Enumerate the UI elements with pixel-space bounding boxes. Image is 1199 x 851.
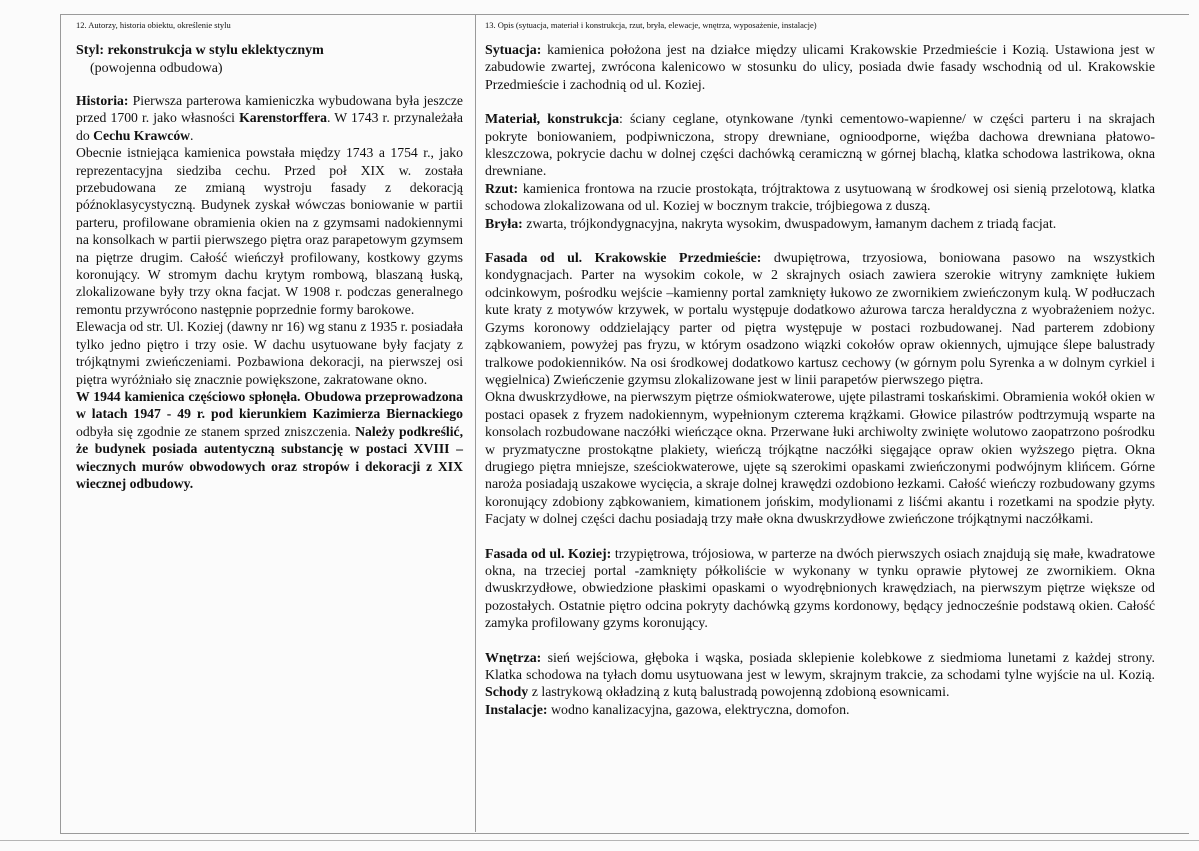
fasada-krakowskie-paragraph-2: Okna dwuskrzydłowe, na pierwszym piętrze ośmiokwaterowe, ujęte pilastrami toskańskimi. Obramienia wokół okien w postaci opasek z fryzem nadokiennym, wypełnionym czterema krążkami. Głowice pilastrów podtrzymują wsparte na konsolach rozbudowane naczółki wieńczące okna. Przerwane łuki archiwolty zwinięte wolutowo zaopatrzono pośrodku w pryzmatyczne prostokątne plakiety, wieńczą trójkątne naczółki sięgające opraw okien wyższego piętra. Okna drugiego piętra mniejsze, sześciokwaterowe, ujęte są szerokimi opaskami zwieńczonymi podwójnym klińcem. Górne naroża posiadają uszakowe wycięcia, a skraje dolnej krawędzi ozdobiono łezkami. Całość wieńczy rozbudowany gzyms koronujący zdobiony ząbkowaniem, kimationem jońskim, modylionami z liśćmi akantu i rozetkami na spodzie płyty. Facjaty w dolnej części dachu posiadają trzy małe okna dwuskrzydłowe zwieńczone trójkątnymi naczółkami. [485, 390, 1155, 528]
history-paragraph-3: Elewacja od str. Ul. Koziej (dawny nr 16) wg stanu z 1935 r. posiadała tylko jedno piętro i trzy osie. W dachu usytuowane były facjaty z trójkątnymi zwieńczeniami. Pozbawiona dekoracji, na pierwszej osi piętra wyróżniało się znacznie powiększone, zakratowane okno. [76, 319, 463, 387]
column-divider [475, 14, 476, 832]
right-column [485, 20, 1155, 719]
rzut-paragraph: Rzut: kamienica frontowa na rzucie prostokąta, trójtraktowa z usytuowaną w środkowej osi sienią przelotową, klatka schodowa zlokalizowana od ul. Koziej w bocznym trakcie, trójbiegowa z duszą. [485, 181, 1155, 215]
bryla-paragraph: Bryła: zwarta, trójkondygnacyjna, nakryta wysokim, dwuspadowym, łamanym dachem z triadą facjat. [485, 216, 1057, 232]
history-label: Historia: [76, 93, 129, 108]
wnetrza-paragraph: Wnętrza: sień wejściowa, głęboka i wąska, posiada sklepienie kolebkowe z siedmioma lunetami z każdej strony. Klatka schodowa na tyłach domu usytuowana jest w lewym, skrajnym trakcie, za schodami tylne wyjście na ul. Kozią. Schody z lastrykową okładziną z kutą balustradą powojenną zdobioną esownicami. [485, 650, 1155, 701]
guild-name: Cechu Krawców [93, 127, 191, 143]
owner-name: Karenstorffera [239, 110, 327, 126]
history-paragraph-4: W 1944 kamienica częściowo spłonęła. Obudowa przeprowadzona w latach 1947 - 49 r. pod kierunkiem Kazimierza Biernackiego odbyła się zgodnie ze stanem sprzed zniszczenia. Należy podkreślić, że budynek posiada autentyczną substancję w postaci XVIII – wiecznych murów obwodowych oraz stropów i dekoracji z XIX wiecznej odbudowy. [76, 388, 463, 491]
section-12-header: 12. Autorzy, historia obiektu, określenie stylu [76, 20, 231, 30]
left-column [76, 20, 463, 492]
style-label: Styl: rekonstrukcja w stylu eklektycznym [76, 43, 324, 58]
section-13-header: 13. Opis (sytuacja, materiał i konstrukcja, rzut, bryła, elewacje, wnętrza, wyposażenie, instalacje) [485, 20, 817, 30]
sytuacja-paragraph: Sytuacja: kamienica położona jest na działce między ulicami Krakowskie Przedmieście i Kozią. Ustawiona jest w zabudowie zwartej, zwrócona kalenicowo w stosunku do ulicy, posiada dwie fasady wschodnią od ul. Krakowskie Przedmieście i zachodnią od ul. Koziej. [485, 43, 1155, 93]
instalacje-paragraph: Instalacje: wodno kanalizacyjna, gazowa, elektryczna, domofon. [485, 702, 850, 718]
style-subtitle: (powojenna odbudowa) [90, 61, 223, 76]
fasada-koziej-paragraph: Fasada od ul. Koziej: trzypiętrowa, trójosiowa, w parterze na dwóch pierwszych osiach znajdują się małe, kwadratowe okna, na trzeciej portal -zamknięty półkoliście w wykonany w tynku oprawie płytowej ze zwornikiem. Okna dwuskrzydłowe, obwiedzione płaskimi opaskami o wyodrębnionych krawędziach, na pierwszym piętrze większe od pozostałych. Ostatnie piętro odcina pokryty dachówką gzyms kordonowy, będący jednocześnie podstawą okien. Całość zamyka profilowany gzyms koronujący. [485, 546, 1155, 632]
history-paragraph: Historia: Pierwsza parterowa kamieniczka wybudowana była jeszcze przed 1700 r. jako własności Karenstorffera. W 1743 r. przynależała do Cechu Krawców. [76, 93, 464, 143]
material-paragraph: Materiał, konstrukcja: ściany ceglane, otynkowane /tynki cementowo-wapienne/ w części parteru i na skrajach pokryte boniowaniem, podpiwniczona, stropy drewniane, ognioodporne, więźba dachowa drewniana płatowo-kleszczowa, pokrycie dachu w dolnej części dachówką ceramiczną w górnej blachą, klatka schodowa lastrikowa, okna drewniane. [485, 112, 1156, 180]
history-paragraph-2: Obecnie istniejąca kamienica powstała między 1743 a 1754 r., jako reprezentacyjna siedziba cechu. Przed poł XIX w. została przebudowana ze zmianą wystroju fasady z dekoracją późnoklasycystyczną. Budynek zyskał wówczas boniowanie w partii parteru, profilowane obramienia okien na z gzymsami nadokiennymi na konsolkach w partii pierwszego piętra oraz parapetowym gzymsem na piętrze drugim. Całość wieńczył profilowany, kostkowy gzyms koronujący. W stromym dachu krytym rombową, blaszaną łuską, zlokalizowane były trzy okna facjat. W 1908 r. podczas generalnego remontu przywrócono następnie poprzednie formy barokowe. [76, 145, 463, 317]
bottom-rule [0, 840, 1199, 841]
fasada-krakowskie-paragraph: Fasada od ul. Krakowskie Przedmieście: dwupiętrowa, trzyosiowa, boniowana pasowo na wszystkich kondygnacjach. Parter na wysokim cokole, w 2 skrajnych osiach zawiera szerokie witryny zamknięte łukiem odcinkowym, pośrodku wejście –kamienny portal zamknięty łukowo ze zwornikiem zwieńczonym kulą. W podłuczach kute kraty z motywów krzywek, w portalu występuje dodatkowo ażurowa tarcza heraldyczna z wyobrażeniem nożyc. Gzyms koronowy oddzielający parter od piętra występuje w postaci rozbudowanej. Nad parterem zdobiony ząbkowaniem, powyżej pas fryzu, w którym osadzono wiązki cokołów opraw okiennych, ujmujące ślepe balustrady tralkowe podokienników. Na osi środkowej dodatkowo kartusz cechowy (w górnym polu Syrenka a w dolnym cyrkiel i węgielnica) Zwieńczenie gzymsu zlokalizowane jest w linii parapetów pierwszego piętra. [485, 251, 1155, 388]
style-block [76, 42, 463, 78]
